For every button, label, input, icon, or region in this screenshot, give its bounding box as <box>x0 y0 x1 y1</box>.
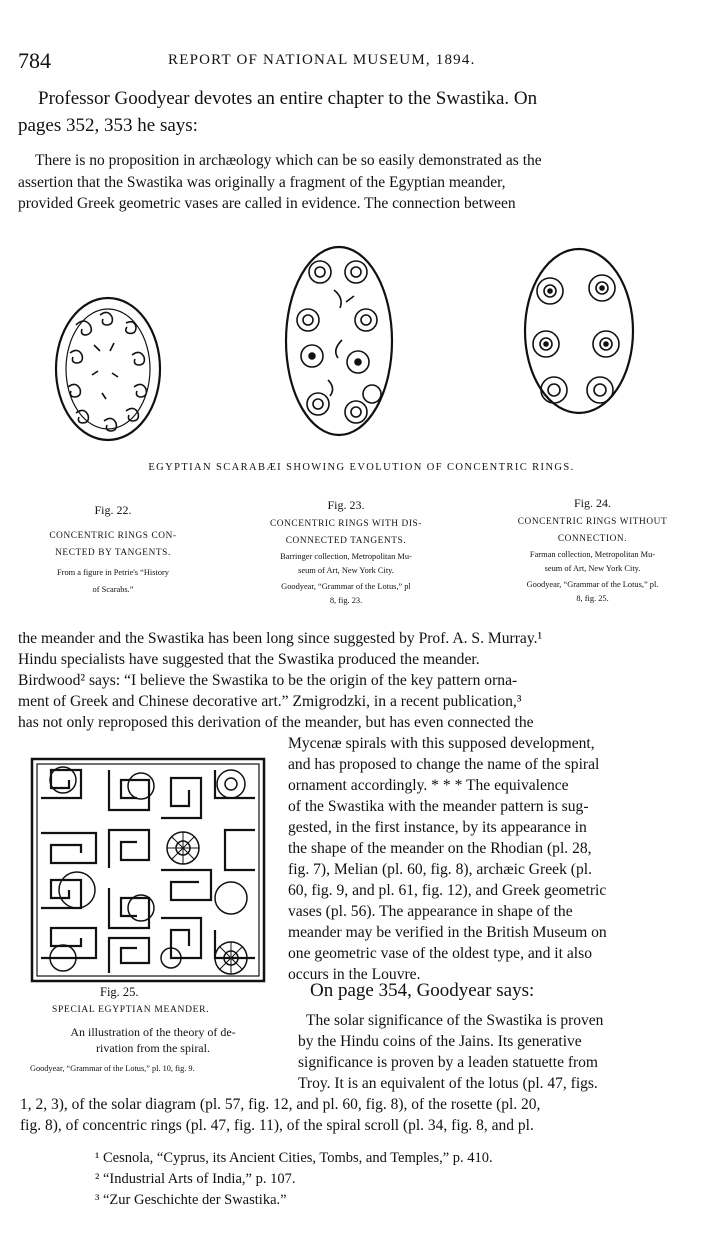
body-right-line: vases (pl. 56). The appearance in shape of the <box>288 903 573 920</box>
quote2-right-line: significance is proven by a leaden statuette from <box>298 1054 598 1071</box>
body-right-line: occurs in the Louvre. <box>288 966 421 983</box>
fig-number: Fig. 22. <box>94 503 132 517</box>
intro-line-1: Professor Goodyear devotes an entire chapter to the Swastika. On <box>38 88 538 109</box>
fig-number: Fig. 23. <box>327 498 365 512</box>
fig-number: Fig. 24. <box>573 496 611 510</box>
figure-24-caption <box>490 496 695 606</box>
fig-title-line: CONNECTION. <box>557 534 628 544</box>
body-right-line: of the Swastika with the meander pattern is sug- <box>288 798 589 815</box>
scarab-caption: EGYPTIAN SCARABÆI SHOWING EVOLUTION OF CONCENTRIC RINGS. <box>148 462 575 473</box>
body-right-line: one geometric vase of the oldest type, and it also <box>288 945 592 962</box>
fig25-number: Fig. 25. <box>100 985 139 999</box>
quote2-full-line: 1, 2, 3), of the solar diagram (pl. 57, fig. 12, and pl. 60, fig. 8), of the rosette (pl. 20, <box>20 1096 541 1113</box>
fig-note-line: Goodyear, “Grammar of the Lotus,” pl. <box>526 580 659 589</box>
page-number: 784 <box>18 48 51 73</box>
quote2-right-line: Troy. It is an equivalent of the lotus (pl. 47, figs. <box>298 1075 598 1092</box>
body-line-5: has not only reproposed this derivation of the meander, but has even connected the <box>18 714 534 731</box>
body-right-line: fig. 7), Melian (pl. 60, fig. 8), archæic Greek (pl. <box>288 861 592 878</box>
quote1-line-1: There is no proposition in archæology which can be so easily demonstrated as the <box>35 152 542 169</box>
figure-24-scarab <box>522 246 638 416</box>
fig-note-line: Barringer collection, Metropolitan Mu- <box>280 552 412 561</box>
body-right-line: meander may be verified in the British Museum on <box>288 924 607 941</box>
fig-title-line: CONCENTRIC RINGS WITH DIS- <box>269 519 423 529</box>
footnote-3: ³ “Zur Geschichte der Swastika.” <box>95 1192 287 1208</box>
fig25-description <box>30 1024 276 1056</box>
intro-line-2: pages 352, 353 he says: <box>18 115 198 136</box>
fig-note-line: seum of Art, New York City. <box>544 564 641 573</box>
body-right-line: the shape of the meander on the Rhodian (pl. 28, <box>288 840 592 857</box>
quote2-right-line: by the Hindu coins of the Jains. Its generative <box>298 1033 582 1050</box>
fig-title-line: CONCENTRIC RINGS CON- <box>49 531 177 541</box>
figure-23-scarab <box>284 244 396 440</box>
figure-23-caption <box>246 498 446 608</box>
fig-note-line: 8, fig. 25. <box>576 594 609 603</box>
body-right-line: 60, fig. 9, and pl. 61, fig. 12), and Greek geometric <box>288 882 607 899</box>
body-right-line: ornament accordingly. * * * The equivalence <box>288 777 569 794</box>
footnote-2: ² “Industrial Arts of India,” p. 107. <box>95 1171 296 1187</box>
body-line-1: the meander and the Swastika has been long since suggested by Prof. A. S. Murray.¹ <box>18 630 543 647</box>
quote2-right-line: The solar significance of the Swastika is proven <box>306 1012 604 1029</box>
fig-note-line: Farman collection, Metropolitan Mu- <box>529 550 656 559</box>
fig-note-line: of Scarabs.” <box>92 585 134 594</box>
running-header: REPORT OF NATIONAL MUSEUM, 1894. <box>168 52 476 68</box>
body-right-line: gested, in the first instance, by its appearance in <box>288 819 587 836</box>
fig-note-line: From a figure in Petrie's “History <box>57 568 169 577</box>
body-line-3: Birdwood² says: “I believe the Swastika to be the origin of the key pattern orna- <box>18 672 518 689</box>
subheading: On page 354, Goodyear says: <box>310 980 535 1001</box>
fig-title-line: NECTED BY TANGENTS. <box>55 548 171 558</box>
fig25-desc-line: An illustration of the theory of de- <box>70 1025 236 1039</box>
figure-22-scarab <box>54 295 164 445</box>
figure-25-meander <box>31 758 265 982</box>
quote1-line-2: assertion that the Swastika was originally a fragment of the Egyptian meander, <box>18 174 506 191</box>
quote2-full-line: fig. 8), of concentric rings (pl. 47, fig. 11), of the spiral scroll (pl. 34, fig. 8, and pl. <box>20 1117 534 1134</box>
body-line-2: Hindu specialists have suggested that the Swastika produced the meander. <box>18 651 480 668</box>
fig25-desc-line: rivation from the spiral. <box>96 1041 210 1055</box>
body-right-line: Mycenæ spirals with this supposed development, <box>288 735 595 752</box>
fig25-source: Goodyear, “Grammar of the Lotus,” pl. 10, fig. 9. <box>30 1064 195 1073</box>
figure-22-caption <box>18 503 208 597</box>
fig-note-line: 8, fig. 23. <box>329 596 363 605</box>
body-right-line: and has proposed to change the name of the spiral <box>288 756 600 773</box>
fig-note-line: seum of Art, New York City. <box>298 566 394 575</box>
fig-note-line: Goodyear, “Grammar of the Lotus,” pl <box>281 582 411 591</box>
footnote-1: ¹ Cesnola, “Cyprus, its Ancient Cities, Tombs, and Temples,” p. 410. <box>95 1150 493 1166</box>
fig-title-line: CONCENTRIC RINGS WITHOUT <box>517 517 668 527</box>
fig25-title: SPECIAL EGYPTIAN MEANDER. <box>52 1005 210 1015</box>
fig-title-line: CONNECTED TANGENTS. <box>285 536 407 546</box>
body-line-4: ment of Greek and Chinese decorative art.” Zmigrodzki, in a recent publication,³ <box>18 693 522 710</box>
quote1-line-3: provided Greek geometric vases are called in evidence. The connection between <box>18 195 516 212</box>
